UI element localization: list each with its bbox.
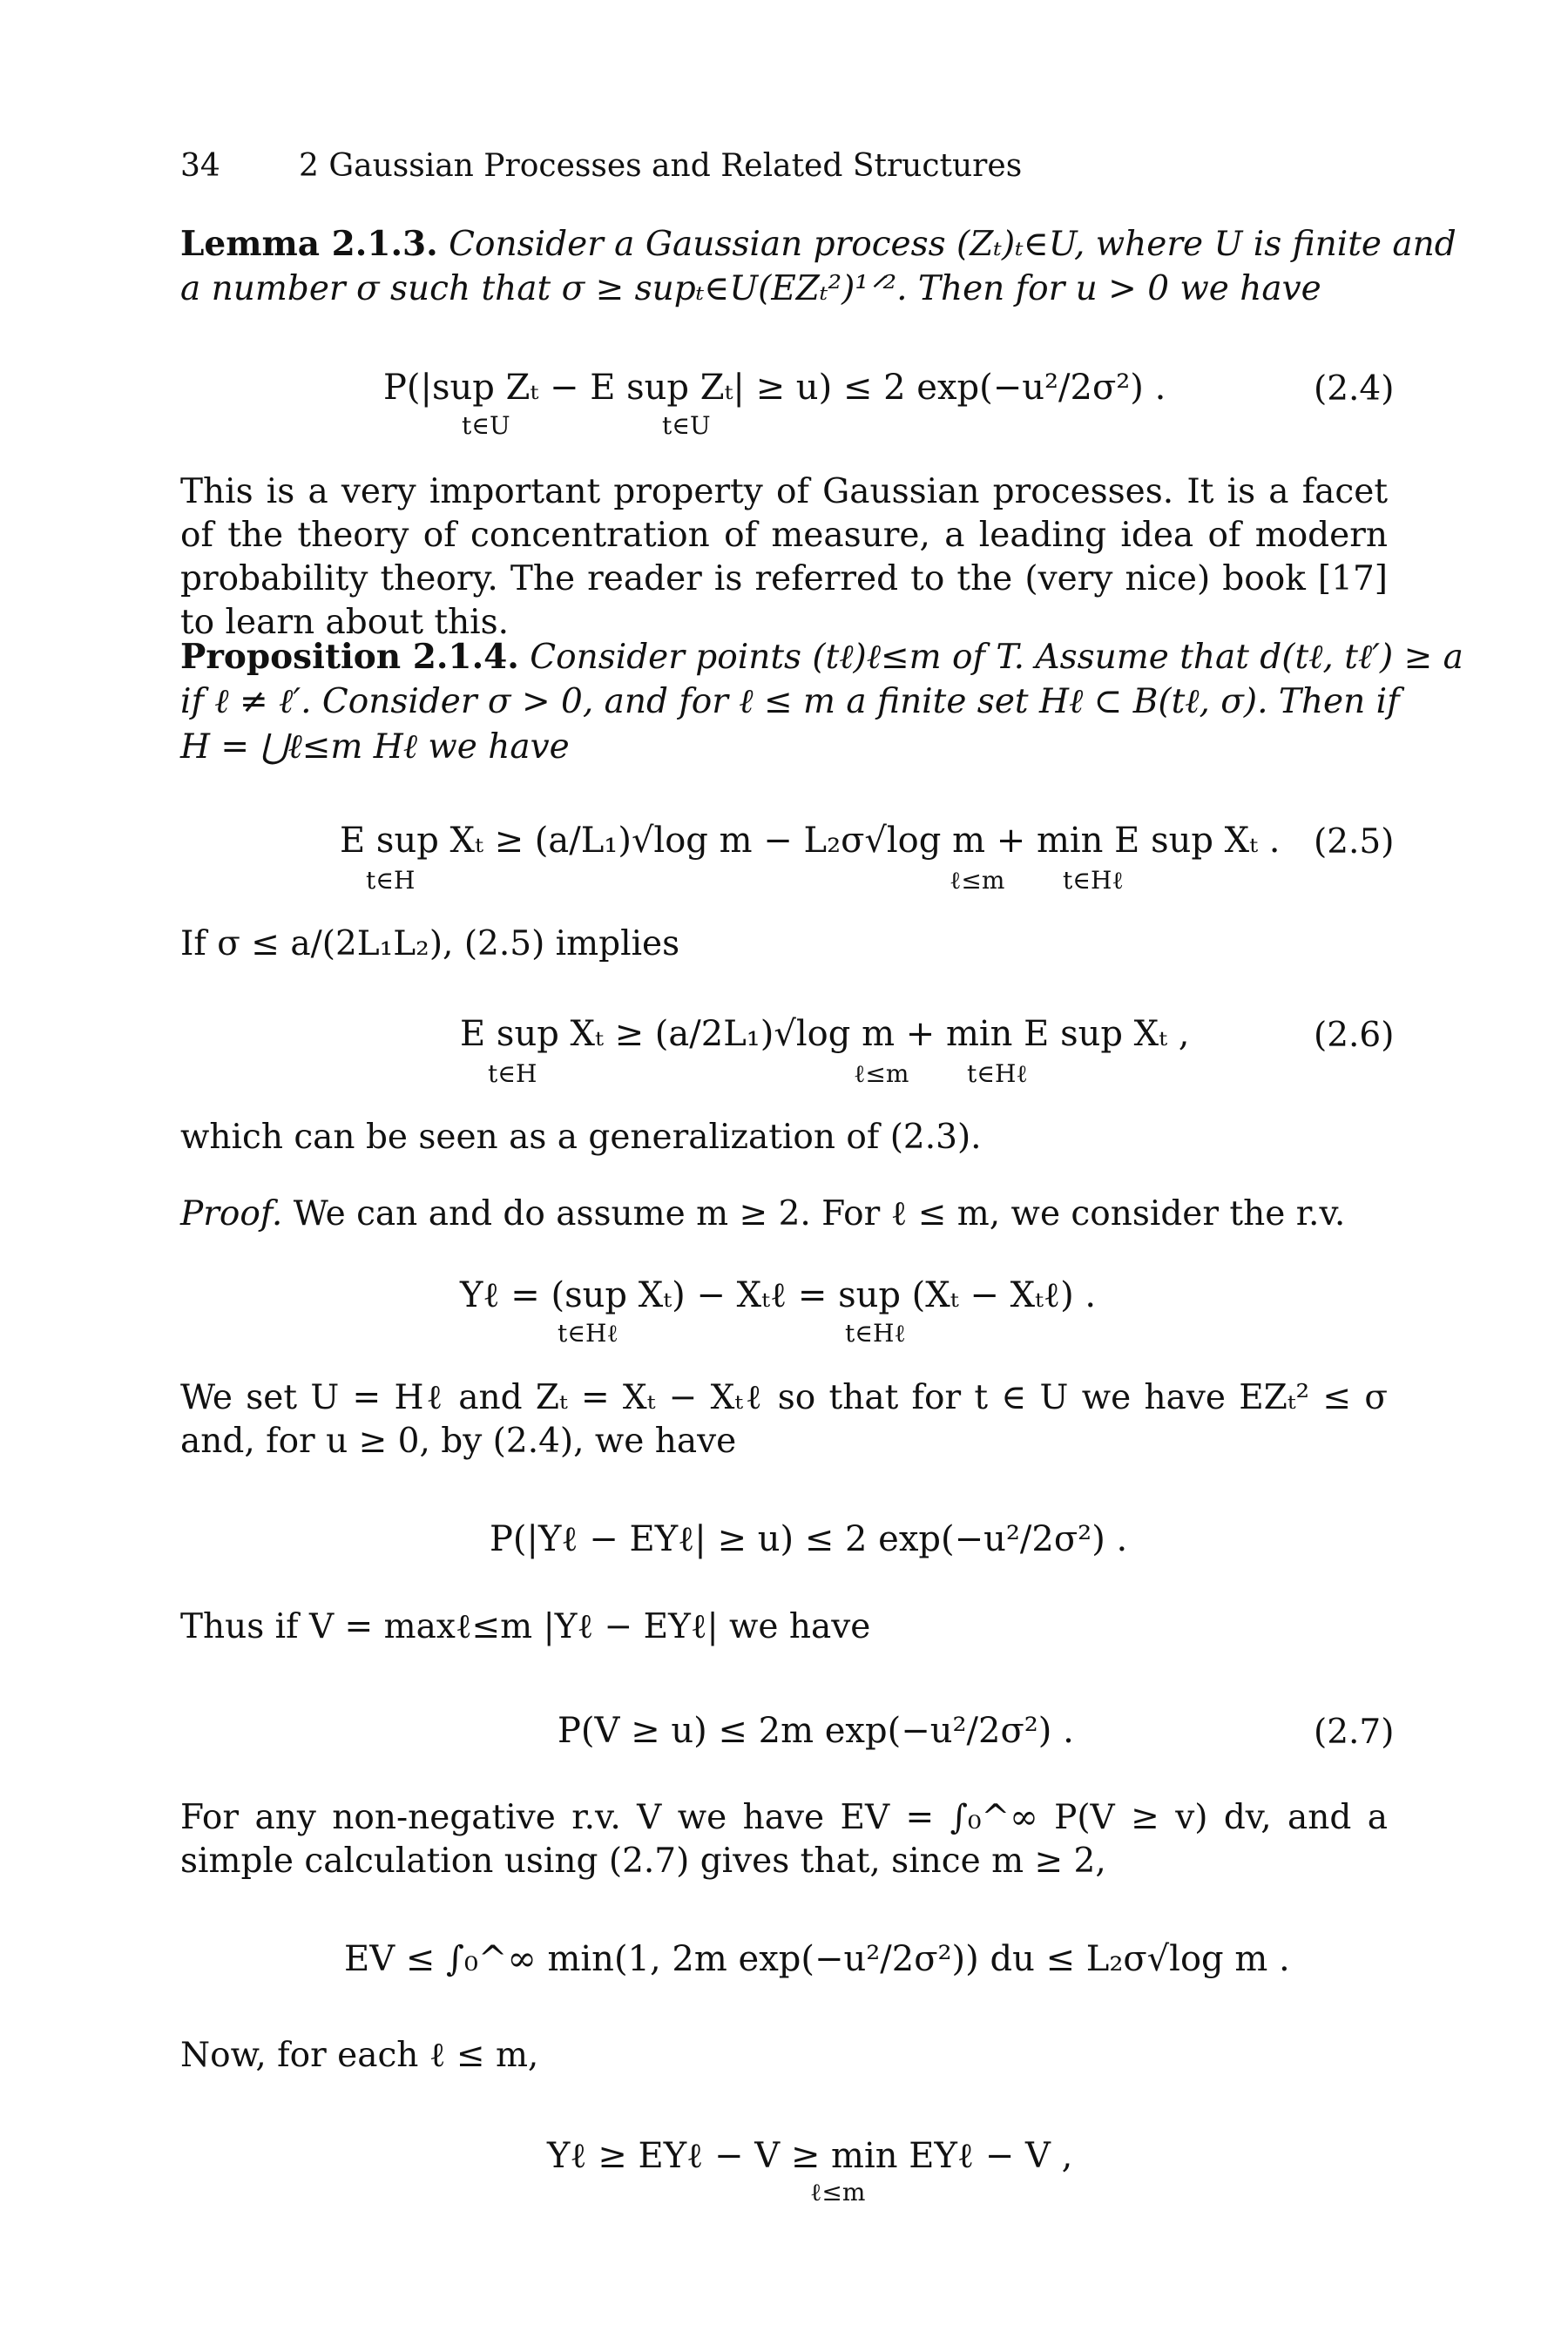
eq-2-6-sub-left: t∈H (488, 1059, 537, 1088)
equation-2-5: E sup Xₜ ≥ (a/L₁)√log m − L₂σ√log m + min E sup Xₜ . (340, 821, 1281, 861)
eq-Y-sub-1: t∈Hℓ (558, 1319, 618, 1348)
paragraph-concentration: This is a very important property of Gaussian processes. It is a facet of the theory of concentration of measure, a leading idea of modern probability theory. The reader is referred to the (very nice) book [17] to learn about this. (180, 472, 1388, 642)
eq-2-4-sub-right: t∈U (662, 411, 711, 440)
line-if-sigma: If σ ≤ a/(2L₁L₂), (2.5) implies (180, 924, 680, 963)
equation-number-2-7: (2.7) (1314, 1713, 1395, 1752)
equation-Y: Yℓ = (sup Xₜ) − Xₜℓ = sup (Xₜ − Xₜℓ) . (460, 1275, 1097, 1315)
proof-text-1: We can and do assume m ≥ 2. For ℓ ≤ m, we consider the r.v. (293, 1194, 1346, 1233)
lemma-statement-2: a number σ such that σ ≥ supₜ∈U(EZₜ²)¹ᐟ². Then for u > 0 we have (180, 269, 1321, 308)
proposition-label: Proposition 2.1.4. (180, 637, 519, 677)
page-number: 34 (180, 148, 220, 184)
line-now: Now, for each ℓ ≤ m, (180, 2036, 539, 2075)
equation-number-2-6: (2.6) (1314, 1016, 1395, 1055)
eq-2-5-sub-min: ℓ≤m (950, 866, 1005, 895)
equation-2-6: E sup Xₜ ≥ (a/2L₁)√log m + min E sup Xₜ , (460, 1014, 1190, 1054)
paragraph-nonnegative: For any non-negative r.v. V we have EV = ∫₀^∞ P(V ≥ v) dv, and a simple calculation using (2.7) gives that, since m ≥ 2, (180, 1798, 1388, 1881)
running-title: 2 Gaussian Processes and Related Structures (299, 148, 1023, 184)
equation-EV: EV ≤ ∫₀^∞ min(1, 2m exp(−u²/2σ²)) du ≤ L₂σ√log m . (344, 1939, 1290, 1979)
eq-2-6-sub-right: t∈Hℓ (967, 1059, 1028, 1088)
proposition-statement-2: if ℓ ≠ ℓ′. Consider σ > 0, and for ℓ ≤ m a finite set Hℓ ⊂ B(tℓ, σ). Then if (180, 682, 1400, 721)
proof-line-1 (180, 1192, 1345, 1237)
eq-2-6-sub-min: ℓ≤m (854, 1059, 909, 1088)
line-thus-V: Thus if V = maxℓ≤m |Yℓ − EYℓ| we have (180, 1607, 871, 1646)
equation-2-7: P(V ≥ u) ≤ 2m exp(−u²/2σ²) . (558, 1711, 1074, 1751)
lemma-label: Lemma 2.1.3. (180, 224, 438, 264)
equation-number-2-4: (2.4) (1314, 369, 1395, 409)
paragraph-set-U: We set U = Hℓ and Zₜ = Xₜ − Xₜℓ so that for t ∈ U we have EZₜ² ≤ σ and, for u ≥ 0, by (2.4), we have (180, 1378, 1388, 1461)
proposition-line-1 (180, 634, 1463, 680)
eq-2-5-sub-right: t∈Hℓ (1063, 866, 1124, 895)
eq-2-5-sub-left: t∈H (366, 866, 416, 895)
eq-2-4-sub-left: t∈U (462, 411, 510, 440)
equation-last: Yℓ ≥ EYℓ − V ≥ min EYℓ − V , (547, 2136, 1073, 2176)
equation-number-2-5: (2.5) (1314, 822, 1395, 862)
eq-last-sub: ℓ≤m (810, 2178, 866, 2207)
proposition-statement-3: H = ⋃ℓ≤m Hℓ we have (180, 727, 570, 767)
line-generalization: which can be seen as a generalization of (2.3). (180, 1118, 982, 1157)
equation-P-Y: P(|Yℓ − EYℓ| ≥ u) ≤ 2 exp(−u²/2σ²) . (490, 1519, 1128, 1559)
proof-label: Proof. (180, 1194, 283, 1233)
eq-Y-sub-2: t∈Hℓ (845, 1319, 906, 1348)
equation-2-4: P(|sup Zₜ − E sup Zₜ| ≥ u) ≤ 2 exp(−u²/2σ²) . (383, 368, 1166, 408)
lemma-line-1 (180, 221, 1456, 267)
lemma-statement-1: Consider a Gaussian process (Zₜ)ₜ∈U, where U is finite and (449, 225, 1456, 264)
proposition-statement-1: Consider points (tℓ)ℓ≤m of T. Assume that d(tℓ, tℓ′) ≥ a (530, 638, 1463, 677)
